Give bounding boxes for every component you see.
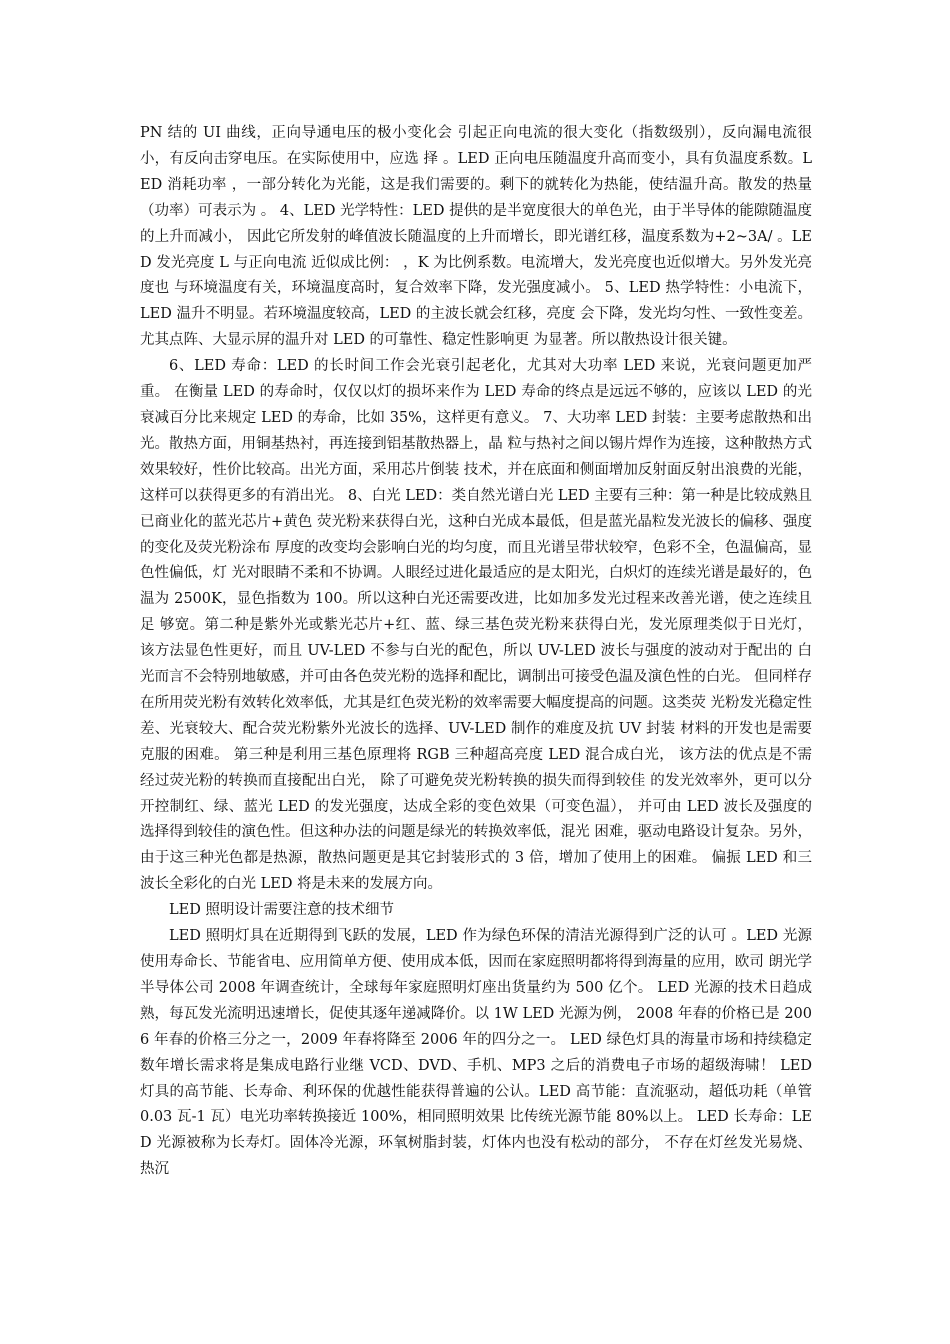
section-heading: LED 照明设计需要注意的技术细节 xyxy=(169,902,394,919)
paragraph-led-lighting-design: LED 照明灯具在近期得到飞跃的发展，LED 作为绿色环保的清洁光源得到广泛的认可 。LED 光源 使用寿命长、节能省电、应用简单方便、使用成本低，因而在家庭照明都将得到海量的应用，欧司 朗光学半导体公司 2008 年调查统计，全球每年家庭照明灯座出货量约为 500 亿个。 LED 光源的技术日趋成熟，每瓦发光流明迅速增长，促使其逐年递减降价。以 1W LED 光源为例， 2008 年春的价格已是 2006 年春的价格三分之一，2009 年春将降至 2006 年的四分之一。 LED 绿色灯具的海量市场和持续稳定数年增长需求将是集成电路行业继 VCD、DVD、手机、MP3 之后的消费电子市场的超级海啸！ LED 灯具的高节能、长寿命、利环保的优越性能获得普遍的公认。LED 高节能：直流驱动，超低功耗（单管 0.03 瓦-1 瓦）电光功率转换接近 100%，相同照明效果 比传统光源节能 80%以上。 LED 长寿命：LED 光源被称为长寿灯。固体冷光源，环氧树脂封装，灯体内也没有松动的部分， 不存在灯丝发光易烧、热沉 xyxy=(140,928,812,1178)
paragraph-led-lifetime-and-white-light: 6、LED 寿命：LED 的长时间工作会光衰引起老化，尤其对大功率 LED 来说，光衰问题更加严重。 在衡量 LED 的寿命时，仅仅以灯的损坏来作为 LED 寿命的终点是远远不够的，应该以 LED 的光 衰减百分比来规定 LED 的寿命，比如 35%，这样更有意义。 7、大功率 LED 封装：主要考虑散热和出光。散热方面，用铜基热衬，再连接到铝基散热器上，晶 粒与热衬之间以锡片焊作为连接，这种散热方式效果较好，性价比较高。出光方面，采用芯片倒装 技术，并在底面和侧面增加反射面反射出浪费的光能，这样可以获得更多的有消出光。 8、白光 LED：类自然光谱白光 LED 主要有三种：第一种是比较成熟且已商业化的蓝光芯片+黄色 荧光粉来获得白光，这种白光成本最低，但是蓝光晶粒发光波长的偏移、强度的变化及荧光粉涂布 厚度的改变均会影响白光的均匀度，而且光谱呈带状较窄，色彩不全，色温偏高，显色性偏低，灯 光对眼睛不柔和不协调。人眼经过进化最适应的是太阳光，白炽灯的连续光谱是最好的，色温为 2500K，显色指数为 100。所以这种白光还需要改进，比如加多发光过程来改善光谱，使之连续且足 够宽。第二种是紫外光或紫光芯片+红、蓝、绿三基色荧光粉来获得白光，发光原理类似于日光灯， 该方法显色性更好，而且 UV-LED 不参与白光的配色，所以 UV-LED 波长与强度的波动对于配出的 白光而言不会特别地敏感，并可由各色荧光粉的选择和配比，调制出可接受色温及演色性的白光。 但同样存在所用荧光粉有效转化效率低，尤其是红色荧光粉的效率需要大幅度提高的问题。这类荧 光粉发光稳定性差、光衰较大、配合荧光粉紫外光波长的选择、UV-LED 制作的难度及抗 UV 封装 材料的开发也是需要克服的困难。 第三种是利用三基色原理将 RGB 三种超高亮度 LED 混合成白光， 该方法的优点是不需经过荧光粉的转换而直接配出白光， 除了可避免荧光粉转换的损失而得到较佳 的发光效率外，更可以分开控制红、绿、蓝光 LED 的发光强度，达成全彩的变色效果（可变色温）， 并可由 LED 波长及强度的选择得到较佳的演色性。但这种办法的问题是绿光的转换效率低，混光 困难，驱动电路设计复杂。另外，由于这三种光色都是热源，散热问题更是其它封装形式的 3 倍，增加了使用上的困难。 偏振 LED 和三波长全彩化的白光 LED 将是未来的发展方向。 xyxy=(140,358,812,893)
document-body xyxy=(140,121,812,1183)
paragraph-led-characteristics: PN 结的 UI 曲线，正向导通电压的极小变化会 引起正向电流的很大变化（指数级别），反向漏电流很小，有反向击穿电压。在实际使用中，应选 择 。LED 正向电压随温度升高而变小，具有负温度系数。LED 消耗功率 ，一部分转化为光能，这是我们需要的。剩下的就转化为热能，使结温升高。散发的热量（功率）可表示为 。 4、LED 光学特性：LED 提供的是半宽度很大的单色光，由于半导体的能隙随温度的上升而减小， 因此它所发射的峰值波长随温度的上升而增长，即光谱红移，温度系数为+2~3A/ 。LED 发光亮度 L 与正向电流 近似成比例： ，K 为比例系数。电流增大，发光亮度也近似增大。另外发光亮度也 与环境温度有关，环境温度高时，复合效率下降，发光强度减小。 5、LED 热学特性：小电流下，LED 温升不明显。若环境温度较高，LED 的主波长就会红移，亮度 会下降，发光均匀性、一致性变差。尤其点阵、大显示屏的温升对 LED 的可靠性、稳定性影响更 为显著。所以散热设计很关键。 xyxy=(140,125,813,349)
